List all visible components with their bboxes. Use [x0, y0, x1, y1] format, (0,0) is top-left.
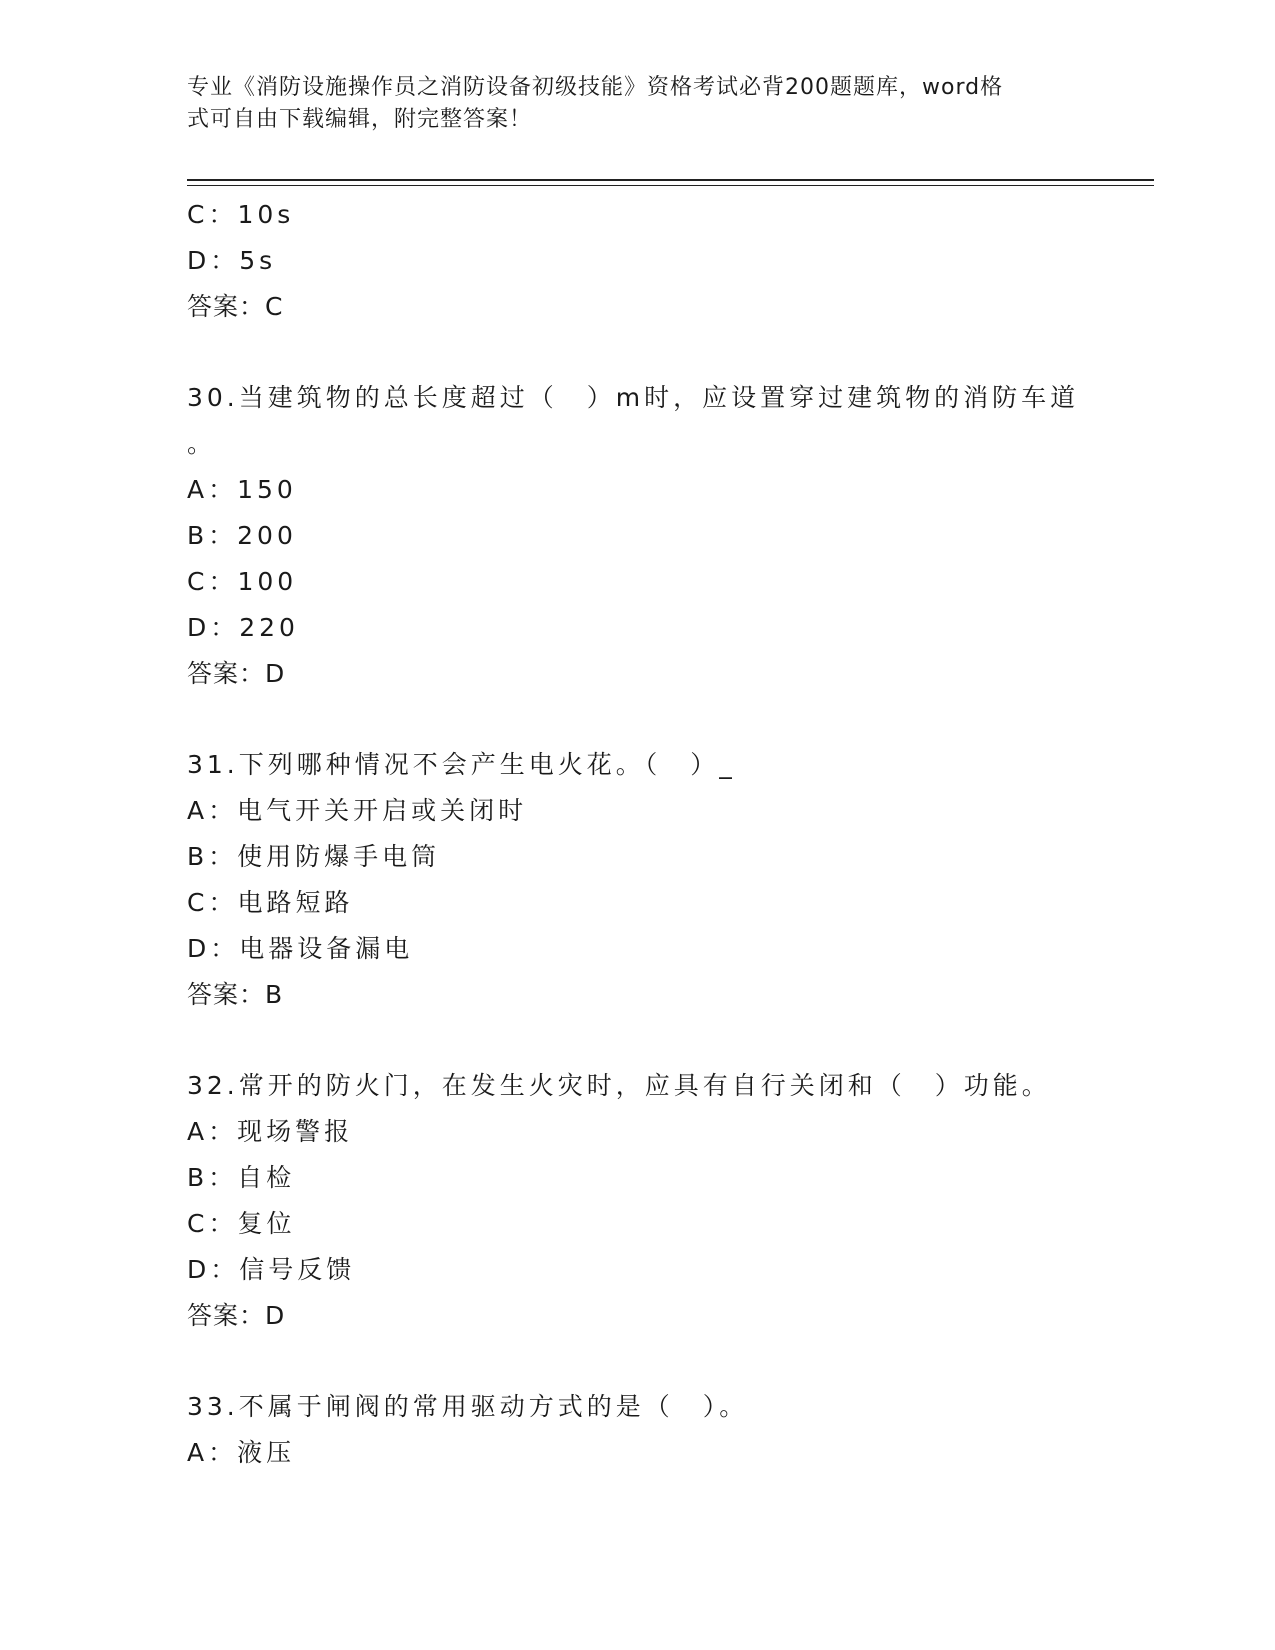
option-d: D：电器设备漏电 [187, 934, 414, 963]
header-line-2: 式可自由下载编辑，附完整答案！ [187, 107, 533, 132]
option-b: B：使用防爆手电筒 [187, 842, 441, 871]
option-c: C：10s [187, 200, 295, 229]
option-c: C：电路短路 [187, 888, 354, 917]
header-line-1: 专业《消防设施操作员之消防设备初级技能》资格考试必背200题题库，word格 [187, 75, 1004, 100]
answer-line: 答案：D [187, 1301, 286, 1330]
option-c: C：复位 [187, 1209, 296, 1238]
option-d: D：220 [187, 613, 299, 642]
question-stem-continued: 。 [187, 429, 213, 458]
option-a: A：电气开关开启或关闭时 [187, 796, 528, 825]
document-body [187, 192, 1087, 1476]
answer-line: 答案：C [187, 292, 284, 321]
header-rule-thin [187, 185, 1154, 186]
header-rule-thick [187, 179, 1154, 181]
option-b: B：200 [187, 521, 297, 550]
answer-line: 答案：D [187, 659, 286, 688]
document-header [187, 72, 1067, 136]
option-b: B：自检 [187, 1163, 296, 1192]
question-stem: 31.下列哪种情况不会产生电火花。（ ）_ [187, 750, 736, 779]
answer-line: 答案：B [187, 980, 284, 1009]
option-a: A：150 [187, 475, 297, 504]
option-a: A：液压 [187, 1438, 296, 1467]
option-c: C：100 [187, 567, 298, 596]
option-a: A：现场警报 [187, 1117, 354, 1146]
option-d: D：信号反馈 [187, 1255, 356, 1284]
question-stem: 32.常开的防火门，在发生火灾时，应具有自行关闭和（ ）功能。 [187, 1071, 1051, 1100]
question-stem: 33.不属于闸阀的常用驱动方式的是（ ）。 [187, 1392, 749, 1421]
question-stem: 30.当建筑物的总长度超过（ ）m时，应设置穿过建筑物的消防车道 [187, 383, 1080, 412]
option-d: D：5s [187, 246, 277, 275]
